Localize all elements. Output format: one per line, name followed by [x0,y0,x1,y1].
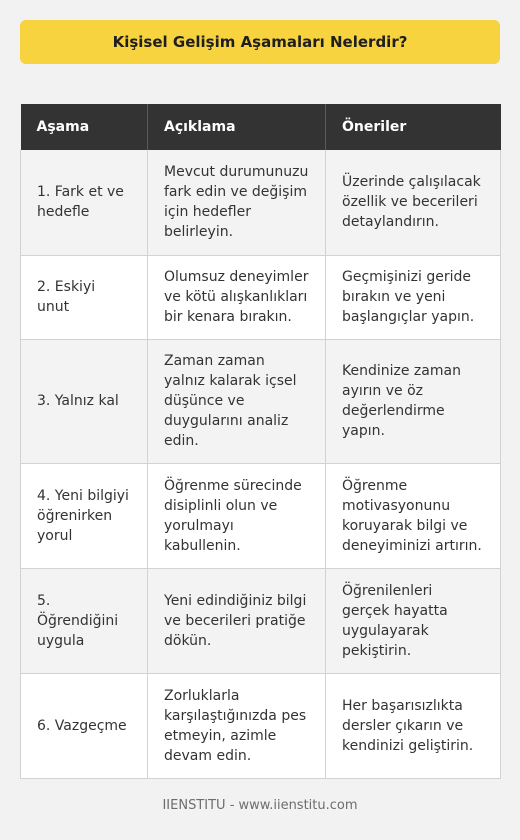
description-cell: Zaman zaman yalnız kalarak içsel düşünce ve duygularını analiz edin. [148,339,326,463]
footer-credit: IIENSTITU - www.iienstitu.com [162,798,358,813]
stages-table [20,104,501,779]
table-row [21,150,501,255]
page-title: Kişisel Gelişim Aşamaları Nelerdir? [112,33,408,51]
table-row [21,463,501,568]
table-row [21,339,501,463]
suggestion-cell: Kendinize zaman ayırın ve öz değerlendirme yapın. [326,339,501,463]
suggestion-cell: Öğrenme motivasyonunu koruyarak bilgi ve deneyiminizi artırın. [326,463,501,568]
suggestion-cell: Üzerinde çalışılacak özellik ve becerileri detaylandırın. [326,150,501,255]
description-cell: Mevcut durumunuzu fark edin ve değişim için hedefler belirleyin. [148,150,326,255]
description-cell: Öğrenme sürecinde disiplinli olun ve yorulmayı kabullenin. [148,463,326,568]
description-cell: Zorluklarla karşılaştığınızda pes etmeyin, azimle devam edin. [148,673,326,778]
stage-cell: 3. Yalnız kal [21,339,148,463]
stage-cell: 1. Fark et ve hedefle [21,150,148,255]
description-cell: Yeni edindiğiniz bilgi ve becerileri pratiğe dökün. [148,568,326,673]
suggestion-cell: Öğrenilenleri gerçek hayatta uygulayarak pekiştirin. [326,568,501,673]
table-header-row [21,104,501,150]
description-cell: Olumsuz deneyimler ve kötü alışkanlıkları bir kenara bırakın. [148,255,326,339]
stage-cell: 6. Vazgeçme [21,673,148,778]
suggestion-cell: Geçmişinizi geride bırakın ve yeni başlangıçlar yapın. [326,255,501,339]
table-row [21,255,501,339]
title-banner [20,20,500,64]
stage-cell: 4. Yeni bilgiyi öğrenirken yorul [21,463,148,568]
column-header-suggestion: Öneriler [326,104,501,150]
table-row [21,673,501,778]
column-header-description: Açıklama [148,104,326,150]
suggestion-cell: Her başarısızlıkta dersler çıkarın ve kendinizi geliştirin. [326,673,501,778]
table-row [21,568,501,673]
column-header-stage: Aşama [21,104,148,150]
stage-cell: 5. Öğrendiğini uygula [21,568,148,673]
stage-cell: 2. Eskiyi unut [21,255,148,339]
